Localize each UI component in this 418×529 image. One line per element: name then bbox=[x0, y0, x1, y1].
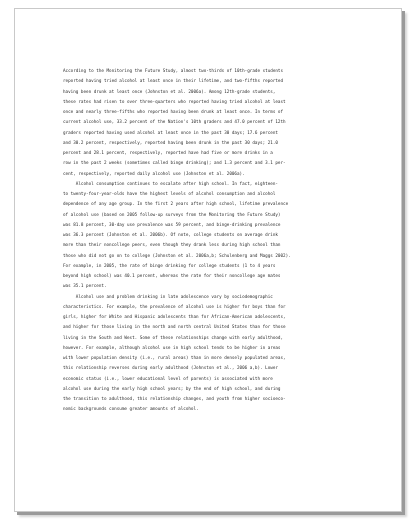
text-line: with lower population density (i.e., rural areas) than in more densely populated areas, bbox=[63, 356, 286, 361]
text-line: however. For example, although alcohol use in high school tends to be higher in areas bbox=[63, 345, 281, 351]
text-line: characteristics. For example, the prevalence of alcohol use is higher for boys than for bbox=[63, 304, 286, 310]
text-line: According to the Monitoring the Future Study, almost two-thirds of 10th-grade students bbox=[63, 69, 284, 74]
paragraph-1 bbox=[63, 67, 363, 180]
text-line: once and nearly three-fifths who reported having been drunk at least once. In terms of bbox=[63, 110, 284, 115]
text-line: was 35.1 percent. bbox=[63, 284, 107, 290]
text-line: percent and 28.1 percent, respectively, reported have had five or more drinks in a bbox=[63, 151, 273, 156]
text-line: the transition to adulthood, this relationship changes, and youth from higher socioeco- bbox=[63, 397, 286, 402]
text-line: was 81.8 percent, 30-day use prevalence was 59 percent, and binge-drinking prevalence bbox=[63, 222, 281, 228]
body-text bbox=[63, 67, 363, 416]
text-line: graders reported having used alcohol at least once in the past 30 days; 17.6 percent bbox=[63, 130, 278, 136]
text-line: dependence of any age group. In the first 2 years after high school, lifetime prevalence bbox=[63, 202, 289, 208]
text-line: economic status (i.e., lower educational level of parents) is associated with more bbox=[63, 376, 273, 382]
text-line: having been drunk at least once (Johnston et al. 2006a). Among 12th-grade students, bbox=[63, 89, 276, 95]
paragraph-2 bbox=[63, 180, 363, 293]
document-page bbox=[14, 8, 402, 512]
text-line: Alcohol consumption continues to escalate after high school. In fact, eighteen- bbox=[63, 181, 278, 187]
text-line: this relationship reverses during early adulthood (Johnston et al., 2006 a,b). Lower bbox=[63, 366, 278, 372]
text-line: was 36.3 percent (Johnston et al. 2006b). Of note, college students on average drink bbox=[63, 233, 278, 238]
text-line: and higher for those living in the north and north central United States than for those bbox=[63, 325, 286, 331]
text-line: row in the past 2 weeks (sometimes called binge drinking); and 1.3 percent and 3.1 per- bbox=[63, 161, 286, 167]
text-line: current alcohol use, 33.2 percent of the Nation's 10th graders and 47.0 percent of 12th bbox=[63, 120, 286, 126]
text-line: to twenty-four-year-olds have the highest levels of alcohol consumption and alcohol bbox=[63, 192, 276, 197]
text-line: alcohol use during the early high school years; by the end of high school, and during bbox=[63, 386, 281, 392]
text-line: nomic backgrounds consume greater amounts of alcohol. bbox=[63, 407, 199, 413]
text-line: cent, respectively, reported daily alcohol use (Johnston et al. 2006a). bbox=[63, 171, 245, 177]
text-line: girls, higher for White and Hispanic adolescents than for African-American adolescents, bbox=[63, 315, 286, 320]
text-line: Alcohol use and problem drinking in late adolescence vary by sociodemographic bbox=[63, 294, 273, 300]
paragraph-3 bbox=[63, 293, 363, 416]
text-line: those who did not go on to college (Johnston et al. 2006a,b; Schulenberg and Maggs 2002). bbox=[63, 253, 291, 259]
text-line: living in the South and West. Some of these relationships change with early adulthood, bbox=[63, 335, 284, 341]
text-line: reported having tried alcohol at least once in their lifetime, and two-fifths reported bbox=[63, 79, 284, 85]
text-line: more than their noncollege peers, even though they drank less during high school than bbox=[63, 243, 281, 249]
text-line: beyond high school) was 40.1 percent, whereas the rate for their noncollege age mates bbox=[63, 274, 281, 279]
text-line: of alcohol use (based on 2005 follow-up surveys from the Monitoring the Future Study) bbox=[63, 212, 281, 218]
text-line: For example, in 2005, the rate of binge drinking for college students (1 to 4 years bbox=[63, 263, 276, 269]
text-line: these rates had risen to over three-quarters who reported having tried alcohol at least bbox=[63, 99, 286, 105]
text-line: and 30.2 percent, respectively, reported having been drunk in the past 30 days; 21.0 bbox=[63, 140, 278, 146]
